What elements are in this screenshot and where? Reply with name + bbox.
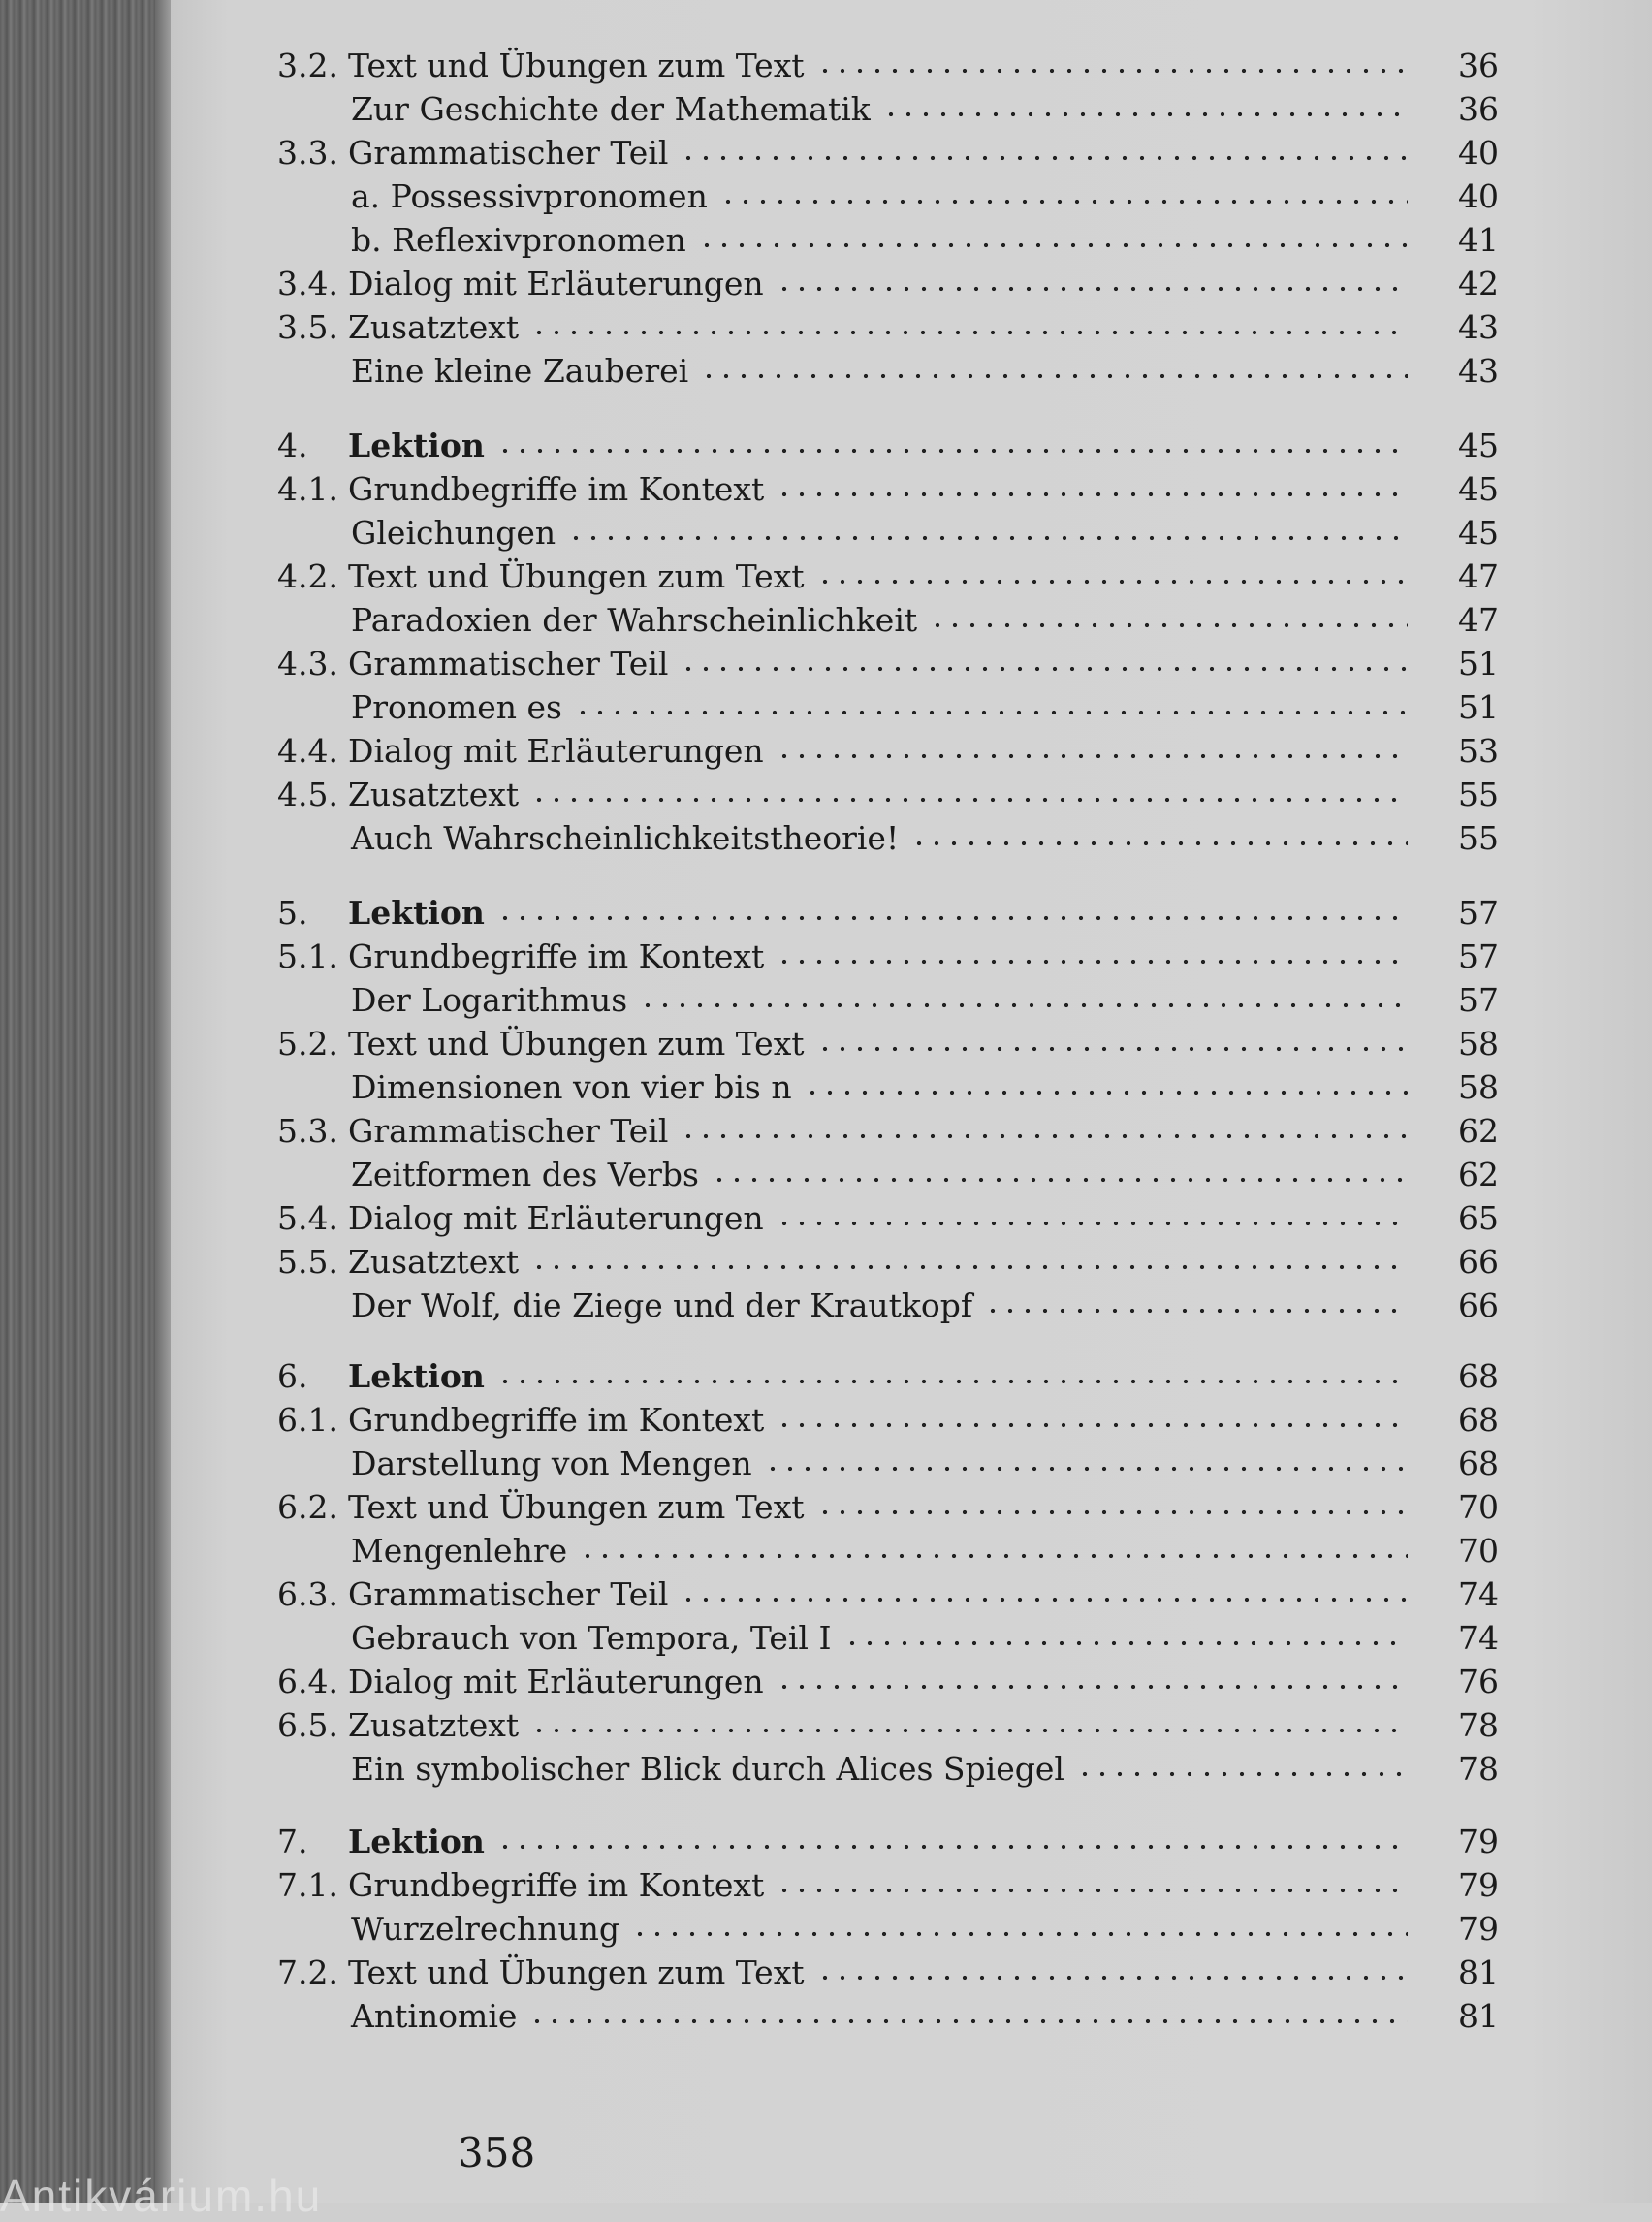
dot-leader (910, 839, 1408, 848)
dot-leader (929, 620, 1408, 630)
toc-row (277, 1110, 1499, 1153)
dot-leader (530, 328, 1408, 337)
dot-leader (639, 1000, 1408, 1010)
dot-leader (528, 2016, 1408, 2026)
toc-section-number: 5.4. (277, 1199, 338, 1237)
dot-leader (574, 708, 1408, 717)
toc-entry-title: Grundbegriffe im Kontext (348, 1866, 765, 1904)
toc-page-number: 55 (1458, 776, 1499, 813)
toc-page-number: 65 (1458, 1199, 1499, 1237)
dot-leader (530, 1262, 1408, 1272)
toc-page-number: 68 (1458, 1357, 1499, 1395)
toc-page-number: 57 (1458, 894, 1499, 932)
toc-row (277, 263, 1499, 305)
dot-leader (496, 1377, 1408, 1386)
toc-entry-title: b. Reflexivpronomen (351, 221, 686, 259)
toc-entry-title: Text und Übungen zum Text (348, 1488, 805, 1526)
toc-row (351, 686, 1499, 729)
toc-lesson-title: Lektion (348, 1823, 485, 1860)
toc-entry-title: Text und Übungen zum Text (348, 1953, 805, 1991)
dot-leader (776, 1682, 1408, 1692)
toc-entry-title: Auch Wahrscheinlichkeitstheorie! (351, 819, 900, 857)
toc-row (277, 730, 1499, 773)
dot-leader (700, 371, 1408, 381)
toc-heading-row (277, 1355, 1499, 1398)
toc-entry-title: Grundbegriffe im Kontext (348, 1401, 765, 1439)
toc-entry-title: Dialog mit Erläuterungen (348, 1663, 764, 1700)
toc-page-number: 79 (1458, 1823, 1499, 1860)
toc-entry-title: Zusatztext (348, 1243, 520, 1281)
toc-entry-title: Zeitformen des Verbs (351, 1156, 699, 1193)
toc-row (277, 936, 1499, 978)
dot-leader (984, 1306, 1408, 1316)
toc-row (351, 88, 1499, 131)
watermark: Antikvárium.hu (0, 2171, 323, 2221)
toc-entry-title: Grundbegriffe im Kontext (348, 470, 765, 508)
dot-leader (843, 1638, 1409, 1648)
dot-leader (816, 66, 1408, 76)
toc-row (277, 1952, 1499, 1994)
toc-row (277, 468, 1499, 511)
dot-leader (776, 751, 1408, 761)
toc-page-number: 47 (1458, 601, 1499, 639)
dot-leader (579, 1551, 1408, 1561)
toc-section-number: 3.2. (277, 47, 338, 84)
toc-page-number: 70 (1458, 1532, 1499, 1570)
toc-section-number: 3.3. (277, 134, 338, 172)
toc-section-number: 5. (277, 894, 308, 932)
dot-leader (496, 1842, 1408, 1852)
toc-row (277, 132, 1499, 175)
toc-page-number: 53 (1458, 732, 1499, 770)
toc-page-number: 68 (1458, 1444, 1499, 1482)
toc-page-number: 40 (1458, 134, 1499, 172)
toc-section-number: 3.5. (277, 308, 338, 346)
toc-row (351, 599, 1499, 642)
toc-page-number: 43 (1458, 352, 1499, 390)
toc-row (277, 1486, 1499, 1529)
toc-row (277, 1573, 1499, 1616)
toc-entry-title: Mengenlehre (351, 1532, 568, 1570)
toc-entry-title: Der Wolf, die Ziege und der Krautkopf (351, 1286, 973, 1324)
toc-entry-title: Grammatischer Teil (348, 1575, 669, 1613)
toc-page-number: 76 (1458, 1663, 1499, 1700)
toc-page-number: 68 (1458, 1401, 1499, 1439)
dot-leader (631, 1929, 1408, 1939)
toc-heading-row (277, 892, 1499, 935)
toc-entry-title: Zusatztext (348, 308, 520, 346)
toc-row (277, 556, 1499, 598)
toc-page-number: 62 (1458, 1112, 1499, 1150)
toc-section-number: 6.5. (277, 1706, 338, 1744)
toc-row (277, 1661, 1499, 1703)
toc-section-number: 4.4. (277, 732, 338, 770)
dot-leader (496, 913, 1408, 923)
toc-section-number: 5.1. (277, 937, 338, 975)
toc-page-number: 62 (1458, 1156, 1499, 1193)
toc-row (277, 1241, 1499, 1284)
dot-leader (804, 1088, 1408, 1097)
toc-entry-title: Dimensionen von vier bis n (351, 1068, 792, 1106)
toc-section-number: 4.2. (277, 557, 338, 595)
toc-section-number: 6.4. (277, 1663, 338, 1700)
toc-section-number: 4.3. (277, 645, 338, 682)
toc-row (351, 219, 1499, 262)
toc-section-number: 4. (277, 427, 308, 464)
toc-row (351, 1443, 1499, 1485)
toc-row (351, 1748, 1499, 1791)
dot-leader (567, 533, 1408, 543)
toc-section-number: 6.1. (277, 1401, 338, 1439)
dot-leader (1076, 1769, 1408, 1779)
toc-row (351, 512, 1499, 555)
toc-page-number: 70 (1458, 1488, 1499, 1526)
toc-page-number: 47 (1458, 557, 1499, 595)
toc-entry-title: Zur Geschichte der Mathematik (351, 90, 871, 128)
toc-section-number: 7.1. (277, 1866, 338, 1904)
toc-entry-title: Zusatztext (348, 1706, 520, 1744)
toc-entry-title: Dialog mit Erläuterungen (348, 732, 764, 770)
toc-row (351, 1285, 1499, 1327)
toc-row (277, 1864, 1499, 1907)
toc-section-number: 7. (277, 1823, 308, 1860)
toc-section-number: 6.2. (277, 1488, 338, 1526)
toc-page-number: 74 (1458, 1575, 1499, 1613)
toc-section-number: 7.2. (277, 1953, 338, 1991)
dot-leader (776, 490, 1408, 499)
toc-lesson-title: Lektion (348, 894, 485, 932)
toc-heading-row (277, 425, 1499, 467)
toc-page-number: 78 (1458, 1706, 1499, 1744)
dot-leader (776, 1420, 1408, 1430)
dot-leader (711, 1175, 1408, 1185)
toc-entry-title: a. Possessivpronomen (351, 177, 708, 215)
toc-page-number: 41 (1458, 221, 1499, 259)
toc-page-number: 78 (1458, 1750, 1499, 1788)
toc-row (351, 350, 1499, 393)
toc-entry-title: Text und Übungen zum Text (348, 1025, 805, 1063)
dot-leader (764, 1464, 1408, 1474)
toc-page-number: 42 (1458, 265, 1499, 302)
toc-section-number: 3.4. (277, 265, 338, 302)
toc-page-number: 36 (1458, 47, 1499, 84)
dot-leader (816, 1508, 1408, 1517)
toc-row (277, 1399, 1499, 1442)
toc-row (351, 1154, 1499, 1196)
toc-page-number: 45 (1458, 470, 1499, 508)
toc-entry-title: Grundbegriffe im Kontext (348, 937, 765, 975)
book-spine-shadow (0, 0, 167, 2203)
toc-entry-title: Text und Übungen zum Text (348, 557, 805, 595)
toc-page-number: 81 (1458, 1953, 1499, 1991)
toc-row (351, 979, 1499, 1022)
dot-leader (816, 577, 1408, 587)
toc-row (351, 1066, 1499, 1109)
table-of-contents (171, 0, 1652, 2203)
toc-section-number: 4.5. (277, 776, 338, 813)
toc-lesson-title: Lektion (348, 427, 485, 464)
dot-leader (776, 1886, 1408, 1895)
toc-entry-title: Zusatztext (348, 776, 520, 813)
toc-row (277, 643, 1499, 685)
dot-leader (816, 1044, 1408, 1054)
book-page (171, 0, 1652, 2203)
toc-page-number: 79 (1458, 1866, 1499, 1904)
toc-row (351, 1995, 1499, 2038)
toc-page-number: 51 (1458, 688, 1499, 726)
toc-entry-title: Gleichungen (351, 514, 556, 552)
toc-page-number: 51 (1458, 645, 1499, 682)
toc-row (277, 306, 1499, 349)
dot-leader (776, 284, 1408, 294)
toc-row (277, 1197, 1499, 1240)
toc-page-number: 57 (1458, 981, 1499, 1019)
dot-leader (496, 446, 1408, 456)
toc-entry-title: Dialog mit Erläuterungen (348, 1199, 764, 1237)
toc-page-number: 55 (1458, 819, 1499, 857)
toc-row (277, 45, 1499, 87)
toc-row (277, 1704, 1499, 1747)
toc-entry-title: Darstellung von Mengen (351, 1444, 752, 1482)
toc-entry-title: Pronomen es (351, 688, 562, 726)
toc-entry-title: Eine kleine Zauberei (351, 352, 689, 390)
dot-leader (816, 1973, 1408, 1983)
toc-page-number: 45 (1458, 427, 1499, 464)
toc-row (351, 175, 1499, 218)
toc-page-number: 43 (1458, 308, 1499, 346)
toc-page-number: 66 (1458, 1243, 1499, 1281)
toc-page-number: 45 (1458, 514, 1499, 552)
toc-section-number: 5.3. (277, 1112, 338, 1150)
toc-section-number: 6.3. (277, 1575, 338, 1613)
toc-page-number: 81 (1458, 1997, 1499, 2035)
toc-heading-row (277, 1821, 1499, 1863)
toc-section-number: 5.5. (277, 1243, 338, 1281)
dot-leader (776, 957, 1408, 967)
toc-page-number: 57 (1458, 937, 1499, 975)
dot-leader (530, 795, 1408, 805)
page-number: 358 (458, 2129, 536, 2176)
toc-entry-title: Dialog mit Erläuterungen (348, 265, 764, 302)
dot-leader (680, 153, 1408, 163)
toc-entry-title: Gebrauch von Tempora, Teil I (351, 1619, 832, 1657)
toc-row (351, 1908, 1499, 1951)
dot-leader (776, 1219, 1408, 1228)
toc-section-number: 5.2. (277, 1025, 338, 1063)
toc-lesson-title: Lektion (348, 1357, 485, 1395)
toc-page-number: 40 (1458, 177, 1499, 215)
toc-entry-title: Grammatischer Teil (348, 645, 669, 682)
toc-row (351, 1530, 1499, 1572)
toc-page-number: 79 (1458, 1910, 1499, 1948)
toc-entry-title: Antinomie (351, 1997, 518, 2035)
toc-page-number: 66 (1458, 1286, 1499, 1324)
dot-leader (719, 197, 1408, 206)
toc-page-number: 58 (1458, 1025, 1499, 1063)
toc-entry-title: Text und Übungen zum Text (348, 47, 805, 84)
toc-section-number: 6. (277, 1357, 308, 1395)
dot-leader (882, 110, 1408, 119)
toc-row (277, 1023, 1499, 1065)
toc-section-number: 4.1. (277, 470, 338, 508)
toc-entry-title: Paradoxien der Wahrscheinlichkeit (351, 601, 918, 639)
toc-row (351, 817, 1499, 860)
dot-leader (530, 1726, 1408, 1735)
dot-leader (680, 1131, 1408, 1141)
dot-leader (680, 664, 1408, 674)
toc-row (277, 774, 1499, 816)
toc-entry-title: Ein symbolischer Blick durch Alices Spiegel (351, 1750, 1064, 1788)
toc-entry-title: Wurzelrechnung (351, 1910, 620, 1948)
toc-entry-title: Grammatischer Teil (348, 134, 669, 172)
toc-entry-title: Der Logarithmus (351, 981, 628, 1019)
toc-page-number: 36 (1458, 90, 1499, 128)
toc-page-number: 74 (1458, 1619, 1499, 1657)
toc-page-number: 58 (1458, 1068, 1499, 1106)
toc-row (351, 1617, 1499, 1660)
toc-entry-title: Grammatischer Teil (348, 1112, 669, 1150)
dot-leader (680, 1595, 1408, 1604)
dot-leader (698, 240, 1408, 250)
